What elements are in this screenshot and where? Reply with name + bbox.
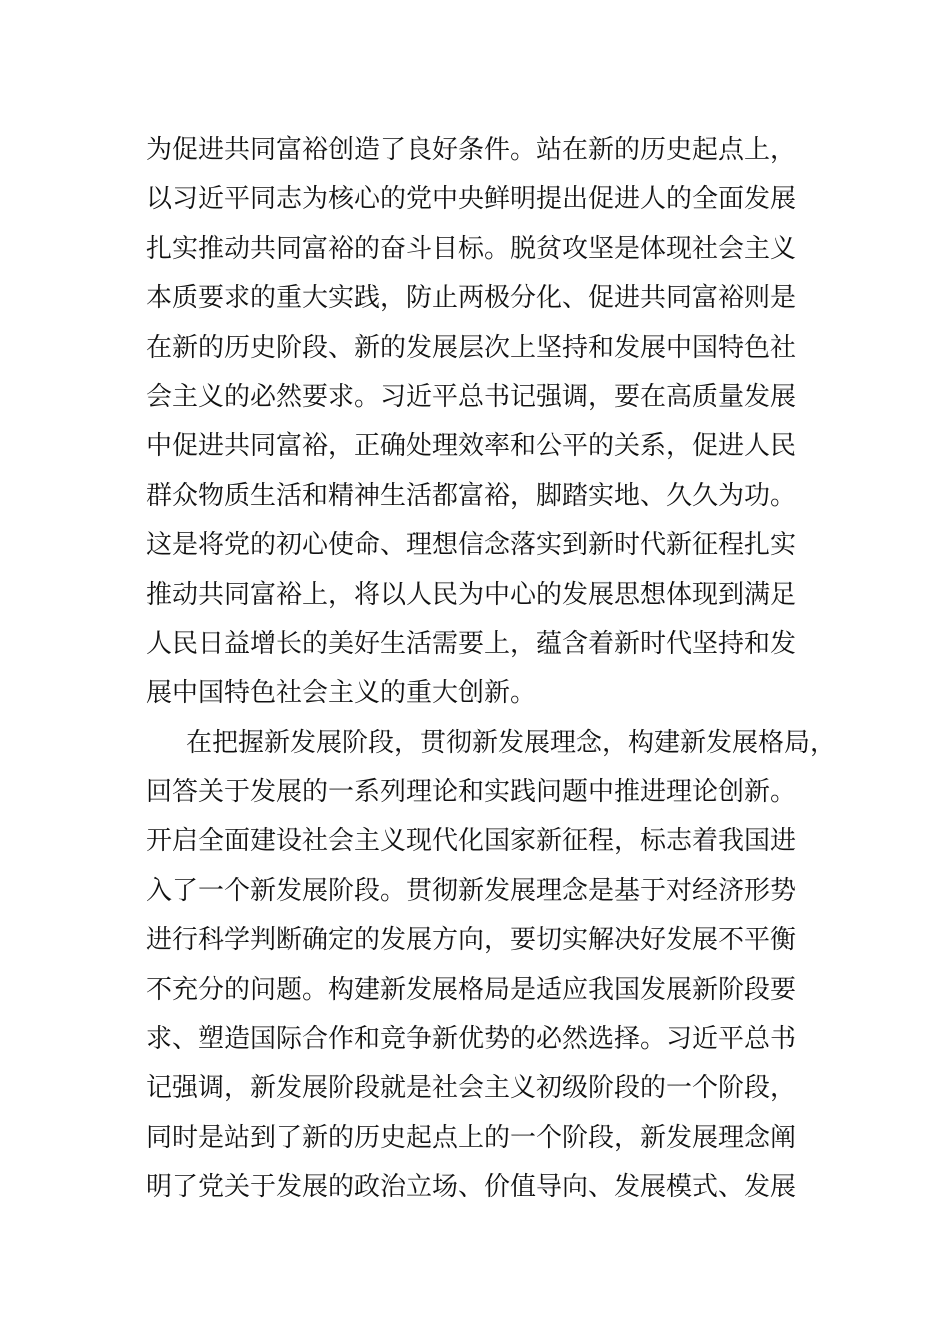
text-line: 扎实推动共同富裕的奋斗目标。脱贫攻坚是体现社会主义 <box>146 233 797 264</box>
text-line: 同时是站到了新的历史起点上的一个阶段，新发展理念阐 <box>146 1122 797 1153</box>
text-line: 求、塑造国际合作和竞争新优势的必然选择。习近平总书 <box>146 1024 797 1055</box>
text-line-indented: 在把握新发展阶段，贯彻新发展理念，构建新发展格局， <box>186 727 837 758</box>
text-line: 中促进共同富裕，正确处理效率和公平的关系，促进人民 <box>146 431 797 462</box>
text-line: 入了一个新发展阶段。贯彻新发展理念是基于对经济形势 <box>146 875 797 906</box>
document-body <box>146 126 837 1213</box>
text-line: 不充分的问题。构建新发展格局是适应我国发展新阶段要 <box>146 974 797 1005</box>
text-line: 本质要求的重大实践，防止两极分化、促进共同富裕则是 <box>146 283 797 314</box>
text-line: 这是将党的初心使命、理想信念落实到新时代新征程扎实 <box>146 530 797 561</box>
text-line: 会主义的必然要求。习近平总书记强调，要在高质量发展 <box>146 381 797 412</box>
text-line: 回答关于发展的一系列理论和实践问题中推进理论创新。 <box>146 777 797 808</box>
text-line: 开启全面建设社会主义现代化国家新征程，标志着我国进 <box>146 826 797 857</box>
text-line: 在新的历史阶段、新的发展层次上坚持和发展中国特色社 <box>146 332 797 363</box>
text-line: 为促进共同富裕创造了良好条件。站在新的历史起点上， <box>146 135 797 165</box>
paragraph-2 <box>146 719 837 1213</box>
paragraph-1 <box>146 126 826 719</box>
text-line: 以习近平同志为核心的党中央鲜明提出促进人的全面发展 <box>146 184 797 215</box>
text-line: 推动共同富裕上，将以人民为中心的发展思想体现到满足 <box>146 579 797 610</box>
text-line: 展中国特色社会主义的重大创新。 <box>146 678 537 709</box>
text-line: 人民日益增长的美好生活需要上，蕴含着新时代坚持和发 <box>146 628 797 659</box>
text-line: 进行科学判断确定的发展方向，要切实解决好发展不平衡 <box>146 925 797 956</box>
text-line: 群众物质生活和精神生活都富裕，脚踏实地、久久为功。 <box>146 480 797 511</box>
text-line: 明了党关于发展的政治立场、价值导向、发展模式、发展 <box>146 1172 797 1203</box>
text-line: 记强调，新发展阶段就是社会主义初级阶段的一个阶段， <box>146 1073 797 1104</box>
